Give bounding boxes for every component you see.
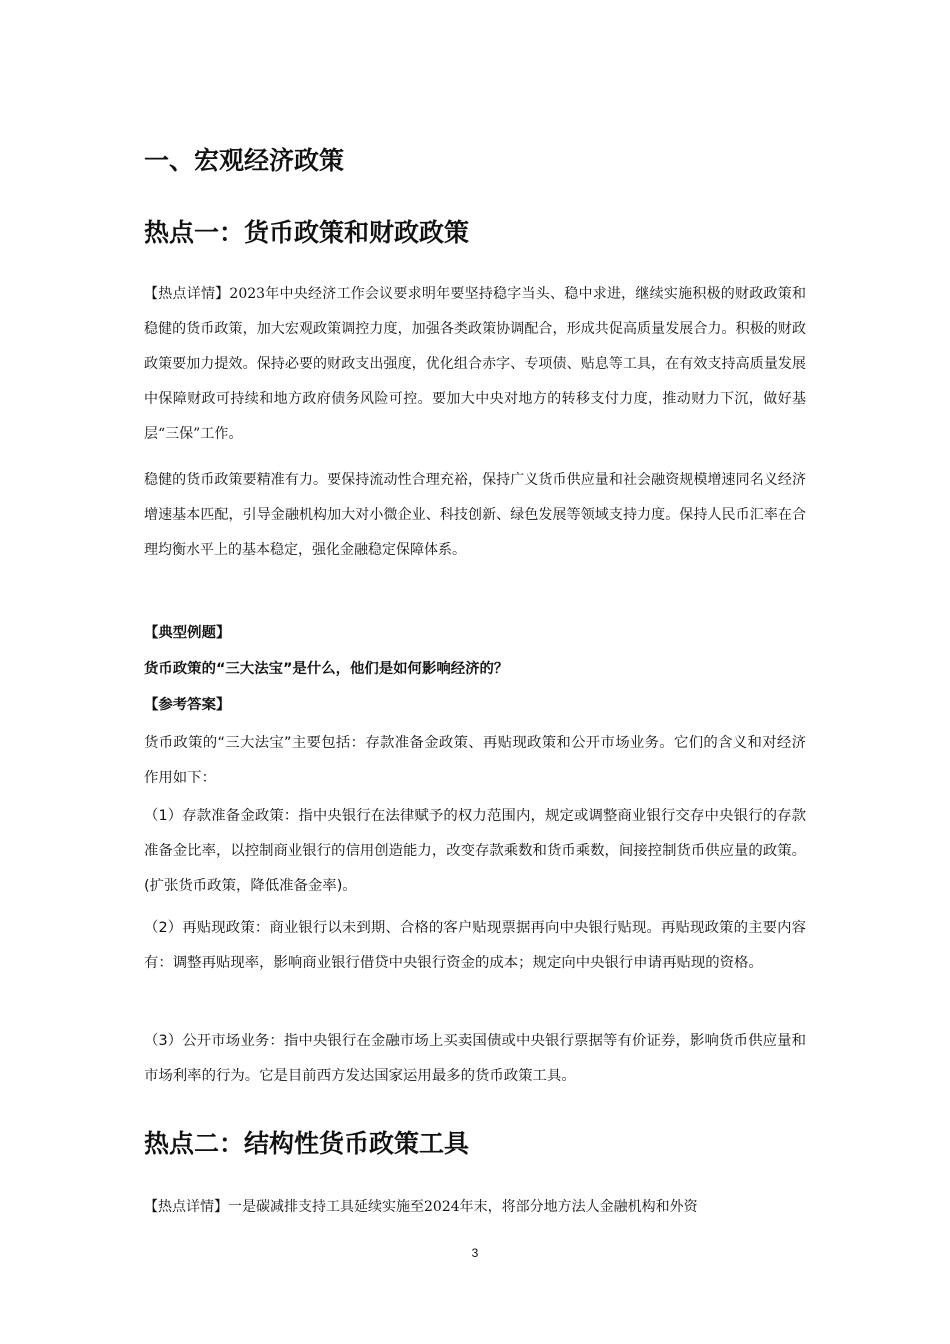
example-label: 【典型例题】 (144, 625, 231, 641)
section-title: 一、宏观经济政策 (144, 146, 345, 175)
hotspot1-details-para2: 稳健的货币政策要精准有力。要保持流动性合理充裕，保持广义货币供应量和社会融资规模增速同名义经济增速基本匹配，引导金融机构加大对小微企业、科技创新、绿色发展等领域支持力度。保持人民币汇率在合理均衡水平上的基本稳定，强化金融稳定保障体系。 (144, 472, 806, 558)
hotspot1-details-para1: 【热点详情】2023年中央经济工作会议要求明年要坚持稳字当头、稳中求进，继续实施积极的财政政策和稳健的货币政策，加大宏观政策调控力度，加强各类政策协调配合，形成共促高质量发展合力。积极的财政政策要加力提效。保持必要的财政支出强度，优化组合赤字、专项债、贴息等工具，在有效支持高质量发展中保障财政可持续和地方政府债务风险可控。要加大中央对地方的转移支付力度，推动财力下沉，做好基层“三保”工作。 (144, 286, 806, 442)
answer-item-1: （1）存款准备金政策：指中央银行在法律赋予的权力范围内，规定或调整商业银行交存中央银行的存款准备金比率，以控制商业银行的信用创造能力，改变存款乘数和货币乘数，间接控制货币供应量的政策。(扩张货币政策，降低准备金率)。 (144, 808, 806, 894)
answer-item-2: （2）再贴现政策：商业银行以未到期、合格的客户贴现票据再向中央银行贴现。再贴现政策的主要内容有：调整再贴现率，影响商业银行借贷中央银行资金的成本；规定向中央银行申请再贴现的资格。 (144, 920, 806, 971)
page-number: 3 (471, 1246, 479, 1260)
hotspot1-title: 热点一：货币政策和财政政策 (144, 218, 470, 247)
hotspot2-details-para1: 【热点详情】一是碳减排支持工具延续实施至2024年末，将部分地方法人金融机构和外资 (144, 1199, 698, 1215)
answer-item-3: （3）公开市场业务：指中央银行在金融市场上买卖国债或中央银行票据等有价证券，影响货币供应量和市场利率的行为。它是目前西方发达国家运用最多的货币政策工具。 (144, 1033, 806, 1084)
answer-intro: 货币政策的“三大法宝”主要包括：存款准备金政策、再贴现政策和公开市场业务。它们的含义和对经济作用如下： (144, 735, 806, 786)
answer-label: 【参考答案】 (144, 697, 231, 713)
example-question: 货币政策的“三大法宝”是什么，他们是如何影响经济的？ (144, 661, 509, 677)
hotspot2-title: 热点二：结构性货币政策工具 (144, 1129, 470, 1158)
